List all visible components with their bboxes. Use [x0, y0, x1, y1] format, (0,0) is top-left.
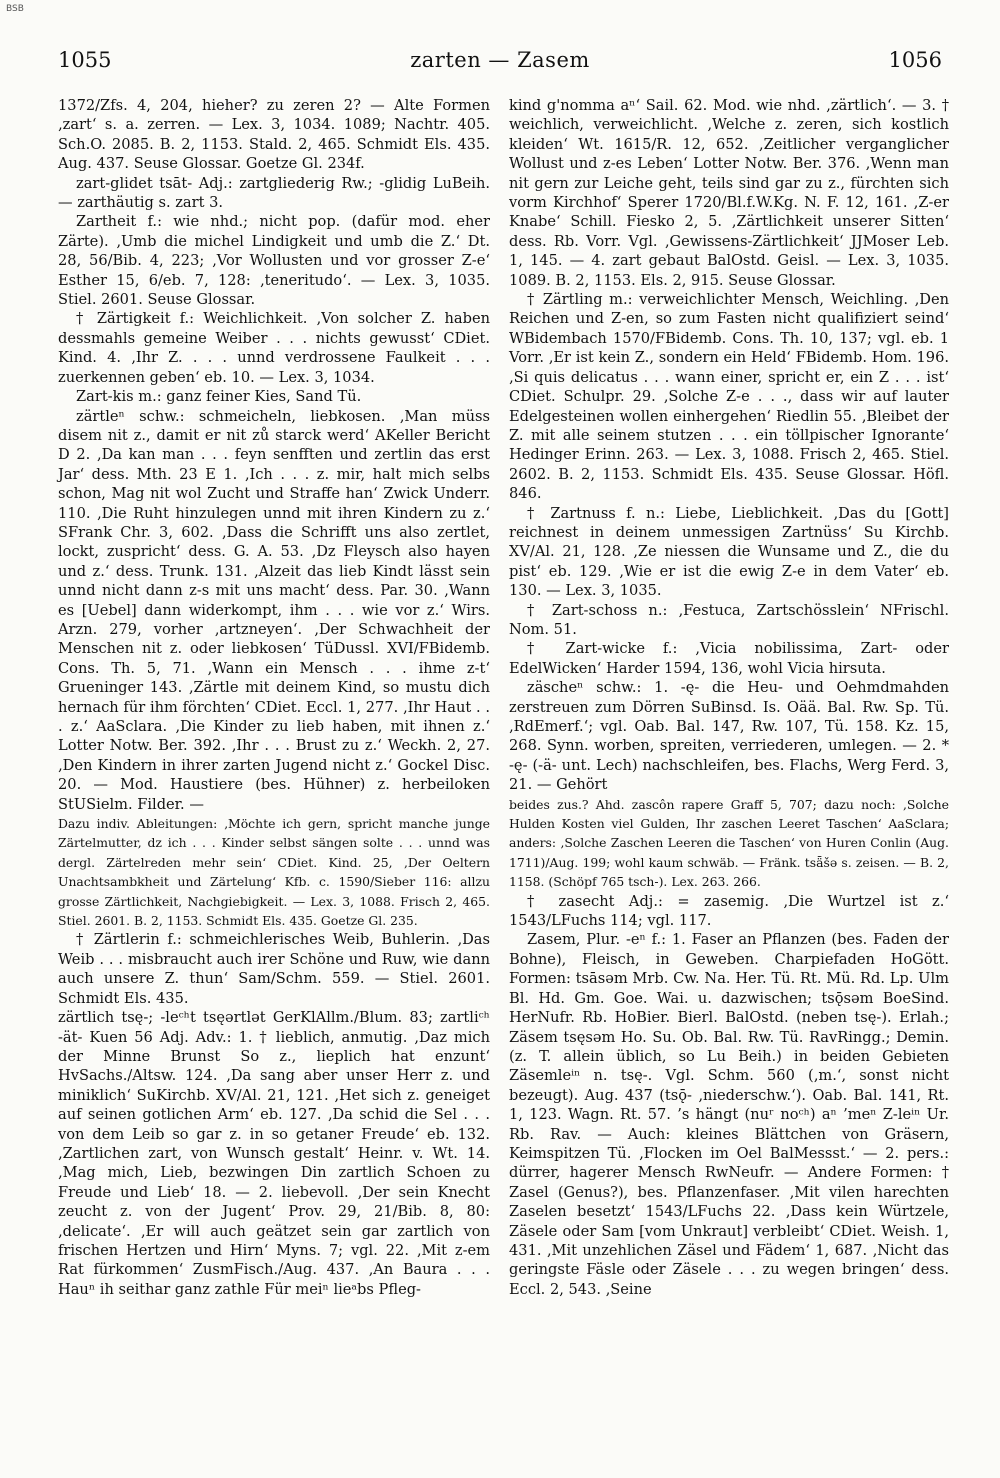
right-column — [509, 96, 949, 1299]
library-mark: BSB — [6, 4, 24, 14]
dictionary-paragraph: zärtlich tsę-; -leᶜʰt tsęərtlət GerKlAllm./Blum. 83; zartliᶜʰ -ät- Kuen 56 Adj. Adv.: 1. † lieblich, anmutig. ‚Daz mich der Minne Brunst So z., lieplich hat enzunt‘ HvSachs./Altsw. 124. ‚Da sang aber unser Herr z. und miniklich‘ SuKirchb. XV/Al. 21, 121. ‚Het sich z. geneiget auf seinen gotlichen Arm‘ eb. 127. ‚Da schid die Sel . . . von dem Leib so gar z. in so getaner Freude‘ eb. 132. ‚Zartlichen zart, von Wunsch gestalt‘ Heinr. v. Wt. 14. ‚Mag mich, Lieb, bezwingen Din zartlich Schoen zu Freude und Lieb‘ 18. — 2. liebevoll. ‚Der sein Knecht zeucht z. von der Jugent‘ Prov. 29, 21/Bib. 8, 80: ‚delicate‘. ‚Er will auch geätzet sein gar zartlich von frischen Hertzen und Hirn‘ Myns. 7; vgl. 22. ‚Mit z-em Rat fürkommen‘ ZusmFisch./Aug. 437. ‚An Baura . . . Hauⁿ ih seithar ganz zathle Für meiⁿ lieᵃbs Pfleg- — [58, 1009, 490, 1298]
page-number-left: 1055 — [58, 48, 112, 72]
dictionary-paragraph: Zasem, Plur. -eⁿ f.: 1. Faser an Pflanzen (bes. Faden der Bohne), Fleisch, in Geweben. Charpiefaden HoGött. Formen: tsāsəm Mrb. Cw. Na. Her. Tü. Rt. Mü. Rd. Lp. Ulm Bl. Hd. Gm. Goe. Wai. u. dazwischen; tsǭsəm BoeSind. HerNufr. Rb. HoBier. Bierl. BalOstd. (neben tsę-). Erlah.; Zäsem tsęsəm Ho. Su. Ob. Bal. Rw. Tü. RavRingg.; Demin. (z. T. allein üblich, so Lu Beih.) in beiden Gebieten Zäsemleⁱⁿ n. tsę-. Vgl. Schm. 560 (‚m.‘, sonst nicht bezeugt). Aug. 437 (tsǭ- ‚niederschw.‘). Oab. Bal. 141, Rt. 1, 123. Wagn. Rt. 57. ’s hängt (nuʳ noᶜʰ) aⁿ ’meⁿ Z-leⁱⁿ Ur. Rb. Rav. — Auch: kleines Blättchen von Gräsern, Keimspitzen Tü. ‚Flocken im Oel BalMessst.‘ — 2. pers.: dürrer, hagerer Mensch RwNeufr. — Andere Formen: † Zasel (Genus?), bes. Pflanzenfaser. ‚Mit vilen harechten Zaselen besetzt‘ 1543/LFuchs 22. ‚Dass kein Würtzele, Zäsele oder Sam [vom Unkraut] verbleibt‘ CDiet. Weish. 1, 431. ‚Mit unzehlichen Zäsel und Fädem‘ 1, 687. ‚Nicht das geringste Fäsle oder Zäsele . . . zu wegen bringen‘ dess. Eccl. 2, 543. ‚Seine — [509, 931, 949, 1298]
page-header — [0, 48, 1000, 78]
dictionary-paragraph: 1372/Zfs. 4, 204, hieher? zu zeren 2? — Alte Formen ‚zart‘ s. a. zerren. — Lex. 3, 1034. 1089; Nachtr. 405. Sch.O. 2085. B. 2, 1153. Stald. 2, 465. Schmidt Els. 435. Aug. 437. Seuse Glossar. Goetze Gl. 234f. — [58, 97, 490, 173]
dictionary-paragraph: zäscheⁿ schw.: 1. -ę- die Heu- und Oehmdmahden zerstreuen zum Dörren SuBinsd. Is. Oää. Bal. Rw. Sp. Tü. ‚RdEmerf.‘; vgl. Oab. Bal. 147, Rw. 107, Tü. 158. Kz. 15, 268. Synn. worben, spreiten, verriederen, umlegen. — 2. * -ę- (-ä- unt. Lech) nachschleifen, bes. Flachs, Werg Ferd. 3, 21. — Gehört — [509, 679, 949, 794]
dictionary-paragraph: beides zus.? Ahd. zascôn rapere Graff 5, 707; dazu noch: ‚Solche Hulden Kosten viel Gulden, Ihr zaschen Leeret Taschen‘ AaSclara; anders: ‚Solche Zaschen Leeren die Taschen‘ von Huren Conlin (Aug. 1711)/Aug. 199; wohl kaum schwäb. — Fränk. tsǟšə s. zeisen. — B. 2, 1158. (Schöpf 765 tsch-). Lex. 263. 266. — [509, 796, 949, 890]
dictionary-paragraph: Zart-kis m.: ganz feiner Kies, Sand Tü. — [76, 388, 362, 406]
dictionary-paragraph: † Zartnuss f. n.: Liebe, Lieblichkeit. ‚Das du [Gott] reichnest in deinem unmessigen Zartnüss‘ Su Kirchb. XV/Al. 21, 128. ‚Ze niessen die Wunsame und Z., die du pist‘ eb. 129. ‚Wie er ist die ewig Z-e in dem Vater‘ eb. 130. — Lex. 3, 1035. — [509, 504, 949, 600]
dictionary-paragraph: † Zärtigkeit f.: Weichlichkeit. ‚Von solcher Z. haben dessmahls gemeine Weiber . . . nichts gewusst‘ CDiet. Kind. 4. ‚Ihr Z. . . . unnd verdrossene Faulkeit . . . zuerkennen geben‘ eb. 10. — Lex. 3, 1034. — [58, 310, 490, 386]
dictionary-paragraph: † Zart-schoss n.: ‚Festuca, Zartschösslein‘ NFrischl. Nom. 51. — [509, 601, 949, 638]
running-head: zarten — Zasem — [410, 48, 590, 72]
dictionary-paragraph: zärtleⁿ schw.: schmeicheln, liebkosen. ‚Man müss disem nit z., damit er nit zů starck werd‘ AKeller Bericht D 2. ‚Da kan man . . . feyn senfften und zertlin das erst Jar‘ dess. Mth. 23 E 1. ‚Ich . . . z. mir, halt mich selbs schon, Mag nit wol Zucht und Straffe han‘ Zwick Underr. 110. ‚Die Ruht hinzulegen unnd mit ihren Kindern zu z.‘ SFrank Chr. 3, 602. ‚Dass die Schrifft uns also zertlet, lockt, zuspricht‘ dess. G. A. 53. ‚Dz Fleysch also hayen und z.‘ dess. Trunk. 131. ‚Alzeit das lieb Kindt lässt sein unnd nicht dann z-s mit uns macht‘ dess. Par. 30. ‚Wann es [Uebel] dann widerkompt, ihm . . . wie vor z.‘ Wirs. Arzn. 279, vorher ‚artzneyen‘. ‚Der Schwachheit der Menschen nit z. oder liebkosen‘ TüDussl. XVI/FBidemb. Cons. Th. 5, 71. ‚Wann ein Mensch . . . ihme z-t‘ Grueninger 143. ‚Zärtle mit deinem Kind, so mustu dich hernach für ihm förchten‘ CDiet. Eccl. 1, 277. ‚Ihr Haut . . . z.‘ AaSclara. ‚Die Kinder zu lieb haben, mit ihnen z.‘ Lotter Notw. Ber. 392. ‚Ihr . . . Brust zu z.‘ Weckh. 2, 27. ‚Den Kindern in ihrer zarten Jugend nicht z.‘ Gockel Disc. 20. — Mod. Haustiere (bes. Hühner) z. herbeiloken StUSielm. Filder. — — [58, 407, 490, 813]
page-number-right: 1056 — [888, 48, 942, 72]
dictionary-paragraph: zart-glidet tsāt- Adj.: zartgliederig Rw.; -glidig LuBeih. — zarthäutig s. zart 3. — [58, 174, 490, 212]
dictionary-paragraph: † zasecht Adj.: = zasemig. ‚Die Wurtzel ist z.‘ 1543/LFuchs 114; vgl. 117. — [509, 892, 949, 930]
dictionary-paragraph: Dazu indiv. Ableitungen: ‚Möchte ich gern, spricht manche junge Zärtelmutter, dz ich . . . Kinder selbst sängen solte . . . unnd was dergl. Zärtelreden mehr sein‘ CDiet. Kind. 25, ‚Der Oeltern Unachtsambkheit und Zärtelung‘ Kfb. c. 1590/Sieber 116: allzu grosse Zärtlichkeit, Nachgiebigkeit. — Lex. 3, 1088. Frisch 2, 465. Stiel. 2601. B. 2, 1153. Schmidt Els. 435. Goetze Gl. 235. — [58, 816, 490, 929]
dictionary-paragraph: † Zärtlerin f.: schmeichlerisches Weib, Buhlerin. ‚Das Weib . . . misbraucht auch irer Schöne und Ruw, wie dann auch unsere Z. thun‘ Sam/Schm. 559. — Stiel. 2601. Schmidt Els. 435. — [58, 931, 490, 1007]
dictionary-paragraph: † Zart-wicke f.: ‚Vicia nobilissima, Zart- oder EdelWicken‘ Harder 1594, 136, wohl Vicia hirsuta. — [509, 640, 949, 677]
dictionary-paragraph: † Zärtling m.: verweichlichter Mensch, Weichling. ‚Den Reichen und Z-en, so zum Fasten nicht qualifiziert seind‘ WBidembach 1570/FBidemb. Cons. Th. 10, 137; vgl. eb. 1 Vorr. ‚Er ist kein Z., sondern ein Held‘ FBidemb. Hom. 196. ‚Si quis delicatus . . . wann einer, spricht er, ein Z . . . ist‘ CDiet. Schulpr. 29. ‚Solche Z-e . . ., dass wir auf lauter Edelgesteinen wollen einhergehen‘ Riedlin 55. ‚Bleibet der Z. mit alle seinem stutzen . . . ein töllpischer Ignorante‘ Hedinger Erinn. 263. — Lex. 3, 1088. Frisch 2, 465. Stiel. 2602. B. 2, 1153. Schmidt Els. 435. Seuse Glossar. Höfl. 846. — [509, 291, 949, 503]
left-column — [58, 96, 490, 1299]
dictionary-paragraph: kind g'nomma aⁿ‘ Sail. 62. Mod. wie nhd. ‚zärtlich‘. — 3. † weichlich, verweichlicht. ‚Welche z. zeren, sich kostlich kleiden‘ Wt. 1615/R. 12, 652. ‚Zeitlicher verganglicher Wollust und z-es Leben‘ Lotter Notw. Ber. 376. ‚Wenn man nit gern zur Leiche geht, teils sind gar zu z., fürchten sich vorm Kirchhof‘ Sperer 1720/Bl.f.W.Kg. N. F. 12, 161. ‚Z-er Knabe‘ Schill. Fiesko 2, 5. ‚Zärtlichkeit unserer Sitten‘ dess. Rb. Vorr. Vgl. ‚Gewissens-Zärtlichkeit‘ JJMoser Leb. 1, 145. — 4. zart gebaut BalOstd. Geisl. — Lex. 3, 1035. 1089. B. 2, 1153. Els. 2, 915. Seuse Glossar. — [509, 97, 949, 289]
dictionary-paragraph: Zartheit f.: wie nhd.; nicht pop. (dafür mod. eher Zärte). ‚Umb die michel Lindigkeit und umb die Z.‘ Dt. 28, 56/Bib. 4, 223; ‚Vor Wollusten und vor grosser Z-e‘ Esther 15, 6/eb. 7, 128: ‚teneritudo‘. — Lex. 3, 1035. Stiel. 2601. Seuse Glossar. — [58, 213, 490, 309]
